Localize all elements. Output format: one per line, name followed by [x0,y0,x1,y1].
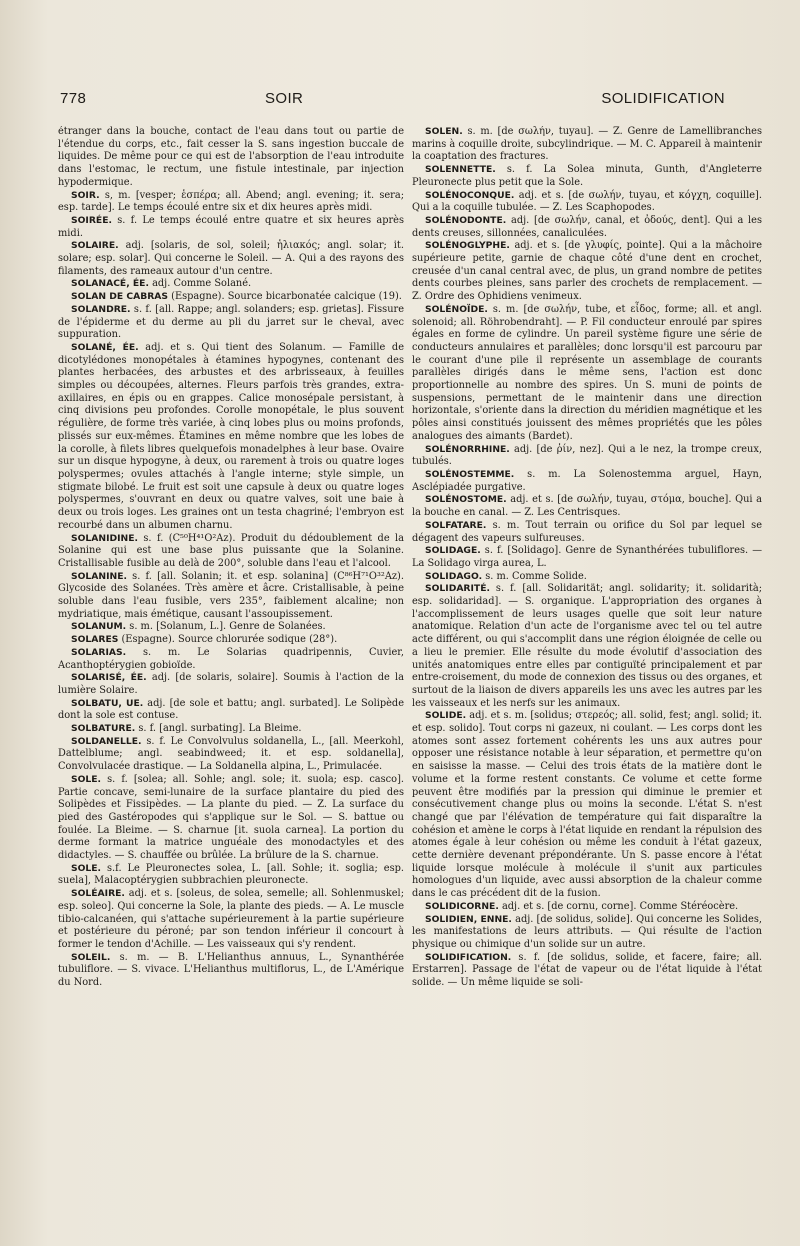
entry-headword: SOLIDE. [425,710,467,722]
dictionary-entry [412,571,762,584]
entry-headword: SOLANINE. [71,570,127,582]
dictionary-entry [58,863,404,888]
entry-headword: SOLIDIEN, ENNE. [425,913,512,925]
entry-definition: (Espagne). Source bicarbonatée calcique (19). [168,291,402,303]
dictionary-entry [412,240,762,304]
dictionary-entry [58,888,404,952]
dictionary-entry [58,215,404,240]
entry-headword: SOLANDRE. [71,303,131,315]
left-running-head: SOIR [265,90,304,107]
dictionary-entry [412,469,762,494]
entry-definition: s. f. [de solidus, solide, et facere, faire; all. Erstarren]. Passage de l'état de vapeur ou de l'état liquide à l'état solide. — Un même liquide se soli- [412,951,762,989]
entry-headword: SOLIDIFICATION. [425,951,512,963]
dictionary-entry [58,621,404,634]
entry-headword: SOLÉNOGLYPHE. [425,240,510,252]
entry-definition: s. m. Tout terrain ou orifice du Sol par lequel se dégagent des vapeurs sulfureuses. [412,519,762,544]
right-running-head: SOLIDIFICATION [601,90,725,107]
left-column [58,126,404,1246]
entry-headword: SOLIDICORNE. [425,900,499,912]
entry-definition: adj. [de σωλήν, canal, et ὀδούς, dent]. Qui a les dents creuses, sillonnées, canaliculées. [412,214,762,239]
entry-definition: adj. et s. [de γλυφίς, pointe]. Qui a la mâchoire supérieure petite, garnie de chaque côté d'une dent en crochet, creusée d'un canal central avec, de plus, un grand nombre de petites dents courbes pleines, sans parler des crochets de remplacement. — Z. Ordre des Ophidiens venimeux. [412,240,762,303]
entry-headword: SOLENNETTE. [425,164,496,176]
entry-definition: adj. [de ῥίν, nez]. Qui a le nez, la trompe creux, tubulés. [412,443,762,468]
entry-definition: adj. et s. [de σωλήν, tuyau, στόμα, bouche]. Qui a la bouche en canal. — Z. Les Centrisques. [412,494,762,519]
dictionary-entry [412,914,762,952]
entry-definition: s. m. [de σωλήν, tube, et εἶδος, forme; all. et angl. solenoid; all. Röhrobendraht]. — P. Fil conducteur enroulé par spires égales en forme de cylindre. Un pareil système figure une série de conducteurs annulaires et parallèles; donc lorsqu'il est parcouru par le courant d'une pile il représente un assemblage de courants parallèles dirigés dans le même sens, l'action est donc proportionnelle au nombre des spires. Un S. muni de points de suspensions, permettant de le maintenir dans une direction horizontale, s'oriente dans la direction du méridien magnétique et les pôles ainsi constitués jouissent des mêmes propriétés que les pôles analogues des aimants (Bardet). [412,303,762,442]
entry-definition: s. m. — B. L'Helianthus annuus, L., Synanthérée tubuliflore. — S. vivace. L'Helianthus multiflorus, L., de L'Amérique du Nord. [58,951,404,989]
entry-definition: s. f. [all. Rappe; angl. solanders; esp. grietas]. Fissure de l'épiderme et du derme au pli du jarret sur le cheval, avec suppuration. [58,303,404,341]
entry-definition: s. f. [Solidago]. Genre de Synanthérées tubuliflores. — La Solidago virga aurea, L. [412,545,762,569]
entry-definition: s. f. [all. Solanin; it. et esp. solanina] (C⁸⁶H⁷¹O³²Az). Glycoside des Solanées. Très amère et âcre. Cristallisable, à peine soluble dans l'eau fusible, vers 235°, faiblement alcaline; non mydriatique, mais émétique, causant l'assoupissement. [58,570,404,620]
entry-definition: s. f. [angl. surbating]. La Bleime. [135,723,302,735]
entry-definition: adj. [de solidus, solide]. Qui concerne les Solides, les manifestations de leurs attributs. — Qui résulte de l'action physique ou chimique d'un solide sur un autre. [412,913,762,950]
dictionary-entry [412,520,762,545]
dictionary-entry [58,240,404,278]
entry-headword: SOIRÉE. [71,214,112,226]
entry-definition: adj. et s. [de σωλήν, tuyau, et κόγχη, coquille]. Qui a la coquille tubulée. — Z. Les Scaphopodes. [412,189,762,214]
entry-headword: SOIR. [71,189,100,201]
dictionary-entry [412,545,762,570]
entry-definition: s. f. La Solea minuta, Gunth, d'Angleterre Pleuronecte plus petit que la Sole. [412,164,762,188]
entry-headword: SOLDANELLE. [71,735,142,747]
entry-definition: s. f. (C⁵⁰H⁴¹O²Az). Produit du dédoublement de la Solanine qui est une base plus puissante que la Solanine. Cristallisable fusible au delà de 200°, soluble dans l'eau et l'alcool. [58,532,404,569]
entry-definition: adj. [de solaris, solaire]. Soumis à l'action de la lumière Solaire. [58,672,404,696]
dictionary-entry [412,215,762,240]
dictionary-entry [58,952,404,990]
dictionary-entry [412,710,762,901]
entry-headword: SOLBATURE. [71,723,136,735]
entry-definition: adj. et s. m. [solidus; στερεός; all. solid, fest; angl. solid; it. et esp. solido]. Tout corps ni gazeux, ni coulant. — Les corps dont les atomes sont assez fortement cohérents les uns aux autres pour opposer une résistance notable à leur séparation, et permettre qu'on en saisisse la masse. — Celui des trois états de la matière dont le volume et la forme restent constants. Ce volume et cette forme peuvent être modifiés par la pression qui diminue le premier et consécutivement change plus ou moins la seconde. L'état S. n'est changé que par l'élévation de température qui fait disparaître la cohésion et amène le corps à l'état liquide en rendant la répulsion des atomes égale à leur cohésion ou même les conduit à l'état gazeux, cette dernière devenant prépondérante. Un S. passe encore à l'état liquide lorsque molécule à molécule il s'unit aux particules homologues d'un liquide, avec aussi absorption de la chaleur comme dans le cas précédent dit de la fusion. [412,710,762,900]
dictionary-entry [58,291,404,304]
dictionary-entry [58,736,404,774]
entry-headword: SOLAIRE. [71,240,119,252]
entry-headword: SOLIDAGO. [425,570,483,582]
entry-headword: SOLBATU, UE. [71,697,144,709]
dictionary-entry [412,190,762,215]
entry-definition: s. m. Comme Solide. [482,570,587,582]
entry-headword: SOLANÉ, ÉE. [71,341,139,353]
entry-headword: SOLIDARITÉ. [425,583,490,595]
dictionary-entry [58,278,404,291]
entry-definition: adj. et s. [de cornu, corne]. Comme Stéréocère. [498,900,739,912]
entry-definition: adj. [solaris, de sol, soleil; ἡλιακός; angl. solar; it. solare; esp. solar]. Qui concerne le Soleil. — A. Qui a des rayons des filaments, des rameaux autour d'un centre. [58,240,404,277]
entry-headword: SOLIDAGE. [425,545,481,557]
dictionary-entry [58,698,404,723]
entry-headword: SOLÉNOSTOME. [425,494,507,506]
dictionary-entry [412,164,762,189]
entry-headword: SOLÉNODONTE. [425,214,507,226]
entry-headword: SOLARIAS. [71,646,127,658]
entry-definition: s. m. La Solenostemma arguel, Hayn, Asclépiadée purgative. [412,468,762,493]
dictionary-entry [412,583,762,710]
dictionary-entry [58,304,404,342]
dictionary-entry [58,647,404,672]
entry-definition: s. f. Le Convolvulus soldanella, L., [all. Meerkohl, Dattelblume; angl. seabindweed; it. et esp. soldanella], Convolvulacée drastique. — La Soldanella alpina, L., Primulacée. [58,735,404,773]
entry-definition: s.f. Le Pleuronectes solea, L. [all. Sohle; it. soglia; esp. suela], Malacoptérygien subbrachien pleuronecte. [58,862,404,887]
dictionary-entry [412,304,762,444]
dictionary-entry [412,952,762,990]
entry-headword: SOLÉNOÏDE. [425,303,488,315]
entry-headword: SOLÉNORRHINE. [425,443,510,455]
entry-headword: SOLANUM. [71,621,127,633]
entry-headword: SOLARES [71,634,119,646]
dictionary-entry [58,533,404,571]
right-column [412,126,762,1246]
dictionary-entry [58,571,404,622]
entry-definition: adj. et s. Qui tient des Solanum. — Famille de dicotylédones monopétales à étamines hypogynes, contenant des plantes herbacées, des arbustes et des arbrisseaux, à feuilles simples ou découpées, alternes. Fleurs parfois très grandes, extra-axillaires, en épis ou en grappes. Calice monosépale persistant, à cinq divisions peu profondes. Corolle monopétale, le plus souvent régulière, de forme très variée, à cinq lobes plus ou moins profonds, plissés sur eux-mêmes. Étamines en même nombre que les lobes de la corolle, à filets libres quelquefois monadelphes à leur base. Ovaire sur un disque hypogyne, à deux, ou rarement à trois ou quatre loges polyspermes; ovules attachés à l'angle interne; style simple, un stigmate bilobé. Le fruit est soit une capsule à deux ou quatre loges polyspermes, s'ouvrant en deux ou quatre valves, soit une baie à deux ou trois loges. Les graines ont un testa chagriné; l'embryon est recourbé dans un albumen charnu. [58,341,404,531]
dictionary-entry [58,672,404,697]
entry-headword: SOLE. [71,862,102,874]
entry-definition: s. f. [solea; all. Sohle; angl. sole; it. suola; esp. casco]. Partie concave, semi-lunaire de la surface plantaire du pied des Solipèdes et Fissipèdes. — La plante du pied. — Z. La surface du pied des Gastéropodes qui s'applique sur le Sol. — S. battue ou foulée. La Bleime. — S. charnue [it. suola carnea]. La portion du derme formant la matrice unguéale des monodactyles et des didactyles. — S. chauffée ou brûlée. La brûlure de la S. charnue. [58,773,404,862]
dictionary-entry [412,494,762,519]
entry-definition: adj. Comme Solané. [148,278,252,290]
entry-definition: étranger dans la bouche, contact de l'eau dans tout ou partie de l'étendue du corps, etc., fait cesser la S. sans ingestion buccale de liquides. De même pour ce qui est de l'absorption de l'eau introduite dans l'estomac, le rectum, une fistule intestinale, par injection hypodermique. [58,126,404,188]
entry-headword: SOLAN DE CABRAS [71,291,169,303]
entry-definition: s. m. Le Solarias quadripennis, Cuvier, Acanthoptérygien gobioïde. [58,646,404,671]
entry-definition: adj. [de sole et battu; angl. surbated]. Le Solipède dont la sole est contuse. [58,697,404,722]
dictionary-entry [412,901,762,914]
entry-headword: SOLEIL. [71,951,111,963]
entry-headword: SOLÉNOCONQUE. [425,189,515,201]
entry-headword: SOLÉAIRE. [71,888,125,900]
entry-definition: s. f. Le temps écoulé entre quatre et six heures après midi. [58,214,404,239]
dictionary-entry [58,342,404,533]
entry-definition: s. f. [all. Solidarität; angl. solidarity; it. solidarità; esp. solidaridad]. — S. organique. L'appropriation des organes à l'accomplissement de leurs usages quelle que soit leur nature anatomique. Relation d'un acte de l'organisme avec tel ou tel autre acte différent, ou qui s'accomplit dans une région éloignée de celle ou a lieu le premier. Elle résulte du mode évolutif d'association des unités anatomiques entre elles par contiguïté principalement et par entre-croisement, du mode de connexion des tissus ou des organes, et surtout de la liaison de divers appareils les uns avec les autres par les les vaisseaux et les nerfs sur les animaux. [412,583,762,709]
dictionary-entry [58,634,404,647]
entry-headword: SOLEN. [425,126,463,137]
entry-definition: s, m. [vesper; ἑσπέρα; all. Abend; angl. evening; it. sera; esp. tarde]. Le temps écoulé entre six et dix heures après midi. [58,189,404,214]
entry-headword: SOLFATARE. [425,519,487,531]
dictionary-entry [58,723,404,736]
entry-definition: adj. et s. [soleus, de solea, semelle; all. Sohlenmuskel; esp. soleo]. Qui concerne la Sole, la plante des pieds. — A. Le muscle tibio-calcanéen, qui s'attache supérieurement à la partie supérieure et postérieure du péroné; par son tendon inférieur il concourt à former le tendon d'Achille. — Les vaisseaux qui s'y rendent. [58,888,404,950]
entry-headword: SOLARISÉ, ÉE. [71,672,147,684]
entry-headword: SOLANACÉ, ÉE. [71,278,149,290]
entry-definition: s. m. [Solanum, L.]. Genre de Solanées. [126,621,326,633]
page-header [50,86,755,116]
page-number: 778 [60,90,87,107]
entry-headword: SOLANIDINE. [71,532,138,544]
entry-definition: (Espagne). Source chlorurée sodique (28°). [118,634,338,646]
dictionary-entry [58,190,404,215]
entry-headword: SOLE. [71,773,102,785]
dictionary-entry [412,126,762,164]
dictionary-entry [58,126,404,190]
entry-definition: s. m. [de σωλήν, tuyau]. — Z. Genre de Lamellibranches marins à coquille droite, subcylindrique. — M. C. Appareil à maintenir la coaptation des fractures. [412,126,762,163]
entry-headword: SOLÉNOSTEMME. [425,468,515,480]
dictionary-entry [412,444,762,469]
dictionary-entry [58,774,404,863]
